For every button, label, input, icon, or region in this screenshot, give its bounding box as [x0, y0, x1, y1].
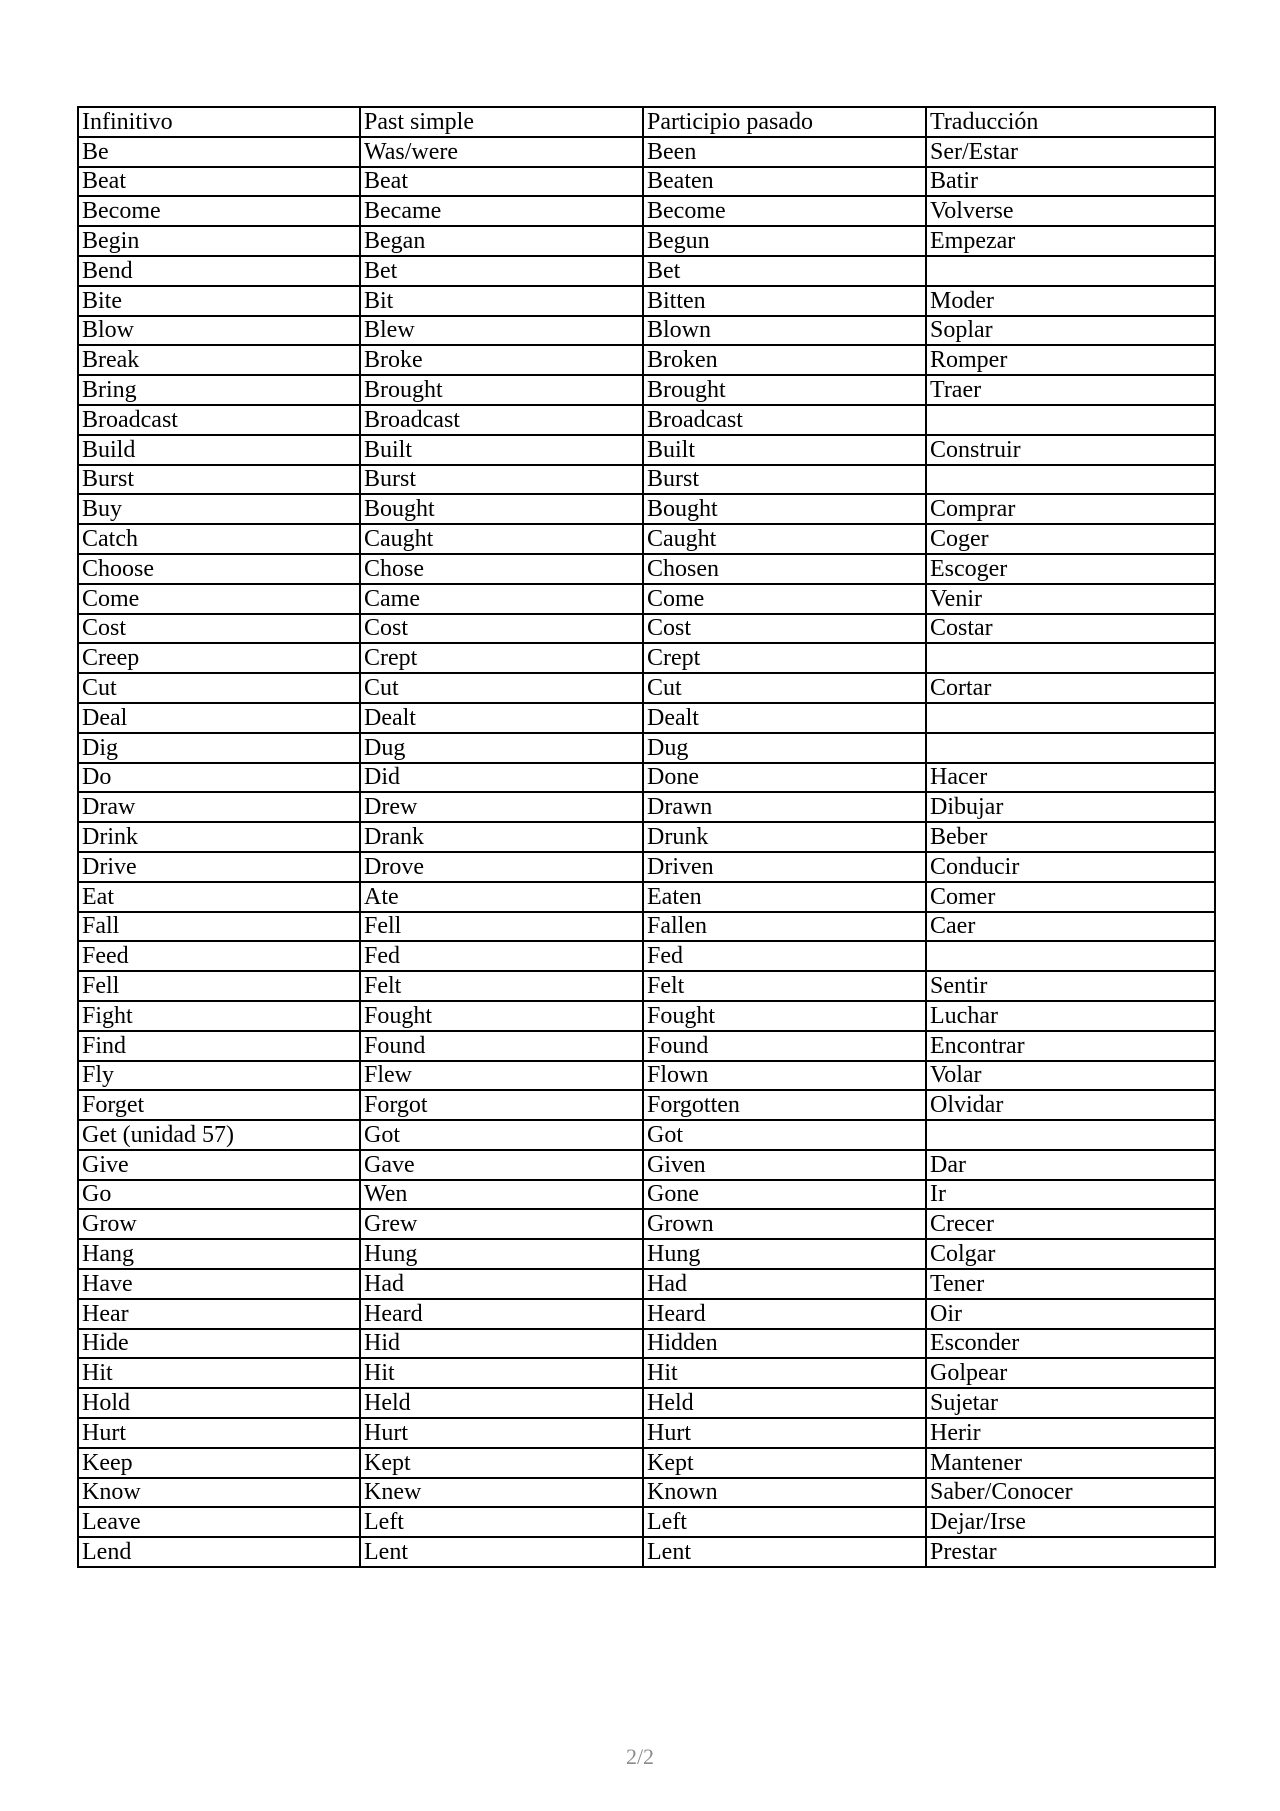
infinitivo-cell: Get (unidad 57) — [78, 1120, 360, 1150]
table-row — [78, 1061, 1215, 1091]
table-row — [78, 1507, 1215, 1537]
infinitivo-cell: Dig — [78, 733, 360, 763]
traduccion-cell: Comprar — [926, 494, 1215, 524]
infinitivo-cell: Give — [78, 1150, 360, 1180]
participio-cell: Drawn — [643, 792, 926, 822]
table-row — [78, 286, 1215, 316]
past-simple-cell: Hid — [360, 1329, 643, 1359]
past-simple-cell: Felt — [360, 971, 643, 1001]
past-simple-cell: Broke — [360, 345, 643, 375]
traduccion-cell — [926, 1120, 1215, 1150]
participio-cell: Begun — [643, 226, 926, 256]
participio-cell: Chosen — [643, 554, 926, 584]
infinitivo-cell: Creep — [78, 643, 360, 673]
traduccion-cell: Empezar — [926, 226, 1215, 256]
participio-cell: Lent — [643, 1537, 926, 1567]
participio-cell: Fed — [643, 941, 926, 971]
infinitivo-cell: Broadcast — [78, 405, 360, 435]
infinitivo-cell: Do — [78, 763, 360, 793]
past-simple-cell: Bought — [360, 494, 643, 524]
past-simple-cell: Dug — [360, 733, 643, 763]
header-row — [78, 107, 1215, 137]
table-row — [78, 941, 1215, 971]
table-row — [78, 1120, 1215, 1150]
past-simple-cell: Dealt — [360, 703, 643, 733]
participio-cell: Hidden — [643, 1329, 926, 1359]
infinitivo-cell: Cost — [78, 614, 360, 644]
verbs-table — [77, 106, 1216, 1568]
past-simple-cell: Caught — [360, 524, 643, 554]
infinitivo-cell: Lend — [78, 1537, 360, 1567]
participio-cell: Burst — [643, 465, 926, 495]
table-row — [78, 584, 1215, 614]
past-simple-cell: Drove — [360, 852, 643, 882]
infinitivo-cell: Fight — [78, 1001, 360, 1031]
traduccion-cell: Traer — [926, 375, 1215, 405]
traduccion-cell: Herir — [926, 1418, 1215, 1448]
past-simple-cell: Bit — [360, 286, 643, 316]
participio-cell: Fallen — [643, 912, 926, 942]
table-row — [78, 226, 1215, 256]
table-row — [78, 196, 1215, 226]
participio-cell: Caught — [643, 524, 926, 554]
participio-cell: Done — [643, 763, 926, 793]
header-infinitivo: Infinitivo — [78, 107, 360, 137]
past-simple-cell: Burst — [360, 465, 643, 495]
past-simple-cell: Broadcast — [360, 405, 643, 435]
past-simple-cell: Crept — [360, 643, 643, 673]
table-row — [78, 345, 1215, 375]
past-simple-cell: Ate — [360, 882, 643, 912]
infinitivo-cell: Hold — [78, 1388, 360, 1418]
traduccion-cell: Colgar — [926, 1239, 1215, 1269]
traduccion-cell: Dibujar — [926, 792, 1215, 822]
traduccion-cell: Dar — [926, 1150, 1215, 1180]
participio-cell: Grown — [643, 1209, 926, 1239]
table-row — [78, 733, 1215, 763]
table-row — [78, 971, 1215, 1001]
infinitivo-cell: Bring — [78, 375, 360, 405]
participio-cell: Eaten — [643, 882, 926, 912]
traduccion-cell: Sentir — [926, 971, 1215, 1001]
traduccion-cell: Tener — [926, 1269, 1215, 1299]
traduccion-cell: Hacer — [926, 763, 1215, 793]
infinitivo-cell: Blow — [78, 316, 360, 346]
traduccion-cell: Mantener — [926, 1448, 1215, 1478]
infinitivo-cell: Feed — [78, 941, 360, 971]
infinitivo-cell: Eat — [78, 882, 360, 912]
participio-cell: Bitten — [643, 286, 926, 316]
participio-cell: Held — [643, 1388, 926, 1418]
infinitivo-cell: Begin — [78, 226, 360, 256]
infinitivo-cell: Cut — [78, 673, 360, 703]
table-row — [78, 1180, 1215, 1210]
traduccion-cell — [926, 703, 1215, 733]
infinitivo-cell: Find — [78, 1031, 360, 1061]
infinitivo-cell: Forget — [78, 1090, 360, 1120]
infinitivo-cell: Fly — [78, 1061, 360, 1091]
past-simple-cell: Fed — [360, 941, 643, 971]
past-simple-cell: Found — [360, 1031, 643, 1061]
infinitivo-cell: Drive — [78, 852, 360, 882]
traduccion-cell: Volverse — [926, 196, 1215, 226]
infinitivo-cell: Fell — [78, 971, 360, 1001]
traduccion-cell: Olvidar — [926, 1090, 1215, 1120]
infinitivo-cell: Drink — [78, 822, 360, 852]
infinitivo-cell: Leave — [78, 1507, 360, 1537]
participio-cell: Crept — [643, 643, 926, 673]
table-row — [78, 1448, 1215, 1478]
participio-cell: Given — [643, 1150, 926, 1180]
past-simple-cell: Beat — [360, 167, 643, 197]
traduccion-cell: Encontrar — [926, 1031, 1215, 1061]
traduccion-cell: Ir — [926, 1180, 1215, 1210]
infinitivo-cell: Hit — [78, 1358, 360, 1388]
participio-cell: Dealt — [643, 703, 926, 733]
table-row — [78, 1418, 1215, 1448]
past-simple-cell: Did — [360, 763, 643, 793]
infinitivo-cell: Have — [78, 1269, 360, 1299]
traduccion-cell: Soplar — [926, 316, 1215, 346]
traduccion-cell: Oir — [926, 1299, 1215, 1329]
participio-cell: Felt — [643, 971, 926, 1001]
traduccion-cell: Conducir — [926, 852, 1215, 882]
traduccion-cell: Romper — [926, 345, 1215, 375]
table-row — [78, 316, 1215, 346]
traduccion-cell: Prestar — [926, 1537, 1215, 1567]
table-row — [78, 1358, 1215, 1388]
past-simple-cell: Chose — [360, 554, 643, 584]
participio-cell: Dug — [643, 733, 926, 763]
traduccion-cell — [926, 733, 1215, 763]
participio-cell: Forgotten — [643, 1090, 926, 1120]
infinitivo-cell: Know — [78, 1478, 360, 1508]
participio-cell: Flown — [643, 1061, 926, 1091]
past-simple-cell: Left — [360, 1507, 643, 1537]
traduccion-cell: Esconder — [926, 1329, 1215, 1359]
past-simple-cell: Forgot — [360, 1090, 643, 1120]
infinitivo-cell: Be — [78, 137, 360, 167]
past-simple-cell: Wen — [360, 1180, 643, 1210]
traduccion-cell: Venir — [926, 584, 1215, 614]
table-row — [78, 1150, 1215, 1180]
infinitivo-cell: Deal — [78, 703, 360, 733]
participio-cell: Hurt — [643, 1418, 926, 1448]
participio-cell: Come — [643, 584, 926, 614]
table-row — [78, 167, 1215, 197]
infinitivo-cell: Grow — [78, 1209, 360, 1239]
table-row — [78, 435, 1215, 465]
past-simple-cell: Blew — [360, 316, 643, 346]
table-row — [78, 703, 1215, 733]
participio-cell: Kept — [643, 1448, 926, 1478]
table-row — [78, 1031, 1215, 1061]
table-row — [78, 1478, 1215, 1508]
past-simple-cell: Fought — [360, 1001, 643, 1031]
infinitivo-cell: Hear — [78, 1299, 360, 1329]
traduccion-cell — [926, 256, 1215, 286]
table-row — [78, 494, 1215, 524]
traduccion-cell: Dejar/Irse — [926, 1507, 1215, 1537]
participio-cell: Cut — [643, 673, 926, 703]
traduccion-cell: Batir — [926, 167, 1215, 197]
participio-cell: Had — [643, 1269, 926, 1299]
past-simple-cell: Drew — [360, 792, 643, 822]
infinitivo-cell: Hurt — [78, 1418, 360, 1448]
participio-cell: Known — [643, 1478, 926, 1508]
participio-cell: Got — [643, 1120, 926, 1150]
infinitivo-cell: Fall — [78, 912, 360, 942]
traduccion-cell: Ser/Estar — [926, 137, 1215, 167]
past-simple-cell: Knew — [360, 1478, 643, 1508]
past-simple-cell: Brought — [360, 375, 643, 405]
past-simple-cell: Had — [360, 1269, 643, 1299]
traduccion-cell: Moder — [926, 286, 1215, 316]
traduccion-cell — [926, 405, 1215, 435]
participio-cell: Broadcast — [643, 405, 926, 435]
past-simple-cell: Hit — [360, 1358, 643, 1388]
participio-cell: Brought — [643, 375, 926, 405]
traduccion-cell: Crecer — [926, 1209, 1215, 1239]
participio-cell: Left — [643, 1507, 926, 1537]
past-simple-cell: Hurt — [360, 1418, 643, 1448]
table-row — [78, 137, 1215, 167]
infinitivo-cell: Come — [78, 584, 360, 614]
past-simple-cell: Built — [360, 435, 643, 465]
participio-cell: Found — [643, 1031, 926, 1061]
infinitivo-cell: Draw — [78, 792, 360, 822]
table-body — [78, 137, 1215, 1567]
traduccion-cell: Luchar — [926, 1001, 1215, 1031]
table-row — [78, 1239, 1215, 1269]
table-row — [78, 673, 1215, 703]
past-simple-cell: Drank — [360, 822, 643, 852]
traduccion-cell — [926, 643, 1215, 673]
infinitivo-cell: Build — [78, 435, 360, 465]
table-row — [78, 852, 1215, 882]
past-simple-cell: Gave — [360, 1150, 643, 1180]
table-row — [78, 1269, 1215, 1299]
past-simple-cell: Bet — [360, 256, 643, 286]
traduccion-cell: Volar — [926, 1061, 1215, 1091]
traduccion-cell: Costar — [926, 614, 1215, 644]
traduccion-cell: Coger — [926, 524, 1215, 554]
past-simple-cell: Grew — [360, 1209, 643, 1239]
traduccion-cell: Comer — [926, 882, 1215, 912]
participio-cell: Heard — [643, 1299, 926, 1329]
participio-cell: Driven — [643, 852, 926, 882]
table-row — [78, 524, 1215, 554]
infinitivo-cell: Go — [78, 1180, 360, 1210]
past-simple-cell: Fell — [360, 912, 643, 942]
table-row — [78, 822, 1215, 852]
past-simple-cell: Hung — [360, 1239, 643, 1269]
infinitivo-cell: Keep — [78, 1448, 360, 1478]
table-row — [78, 882, 1215, 912]
traduccion-cell: Escoger — [926, 554, 1215, 584]
past-simple-cell: Cost — [360, 614, 643, 644]
page-number: 2/2 — [625, 1744, 655, 1769]
table-row — [78, 405, 1215, 435]
participio-cell: Become — [643, 196, 926, 226]
past-simple-cell: Flew — [360, 1061, 643, 1091]
participio-cell: Hit — [643, 1358, 926, 1388]
traduccion-cell — [926, 941, 1215, 971]
past-simple-cell: Got — [360, 1120, 643, 1150]
past-simple-cell: Heard — [360, 1299, 643, 1329]
table-header — [78, 107, 1215, 137]
participio-cell: Drunk — [643, 822, 926, 852]
table-row — [78, 256, 1215, 286]
infinitivo-cell: Catch — [78, 524, 360, 554]
infinitivo-cell: Hang — [78, 1239, 360, 1269]
table-row — [78, 1388, 1215, 1418]
table-row — [78, 1209, 1215, 1239]
table-row — [78, 1329, 1215, 1359]
table-row — [78, 912, 1215, 942]
header-traduccion: Traducción — [926, 107, 1215, 137]
infinitivo-cell: Bend — [78, 256, 360, 286]
infinitivo-cell: Become — [78, 196, 360, 226]
participio-cell: Bet — [643, 256, 926, 286]
traduccion-cell: Caer — [926, 912, 1215, 942]
participio-cell: Gone — [643, 1180, 926, 1210]
table-row — [78, 554, 1215, 584]
traduccion-cell: Sujetar — [926, 1388, 1215, 1418]
infinitivo-cell: Burst — [78, 465, 360, 495]
participio-cell: Built — [643, 435, 926, 465]
past-simple-cell: Held — [360, 1388, 643, 1418]
participio-cell: Cost — [643, 614, 926, 644]
past-simple-cell: Cut — [360, 673, 643, 703]
table-row — [78, 1299, 1215, 1329]
traduccion-cell: Construir — [926, 435, 1215, 465]
table-row — [78, 1090, 1215, 1120]
participio-cell: Beaten — [643, 167, 926, 197]
traduccion-cell — [926, 465, 1215, 495]
past-simple-cell: Came — [360, 584, 643, 614]
past-simple-cell: Kept — [360, 1448, 643, 1478]
traduccion-cell: Saber/Conocer — [926, 1478, 1215, 1508]
table-row — [78, 643, 1215, 673]
participio-cell: Been — [643, 137, 926, 167]
table-row — [78, 1001, 1215, 1031]
header-participio-pasado: Participio pasado — [643, 107, 926, 137]
past-simple-cell: Began — [360, 226, 643, 256]
infinitivo-cell: Beat — [78, 167, 360, 197]
table-row — [78, 375, 1215, 405]
table-row — [78, 465, 1215, 495]
participio-cell: Blown — [643, 316, 926, 346]
infinitivo-cell: Buy — [78, 494, 360, 524]
participio-cell: Fought — [643, 1001, 926, 1031]
traduccion-cell: Beber — [926, 822, 1215, 852]
table-row — [78, 614, 1215, 644]
traduccion-cell: Golpear — [926, 1358, 1215, 1388]
past-simple-cell: Became — [360, 196, 643, 226]
header-past-simple: Past simple — [360, 107, 643, 137]
infinitivo-cell: Bite — [78, 286, 360, 316]
participio-cell: Broken — [643, 345, 926, 375]
participio-cell: Hung — [643, 1239, 926, 1269]
infinitivo-cell: Choose — [78, 554, 360, 584]
past-simple-cell: Lent — [360, 1537, 643, 1567]
table-row — [78, 792, 1215, 822]
table-row — [78, 1537, 1215, 1567]
infinitivo-cell: Hide — [78, 1329, 360, 1359]
past-simple-cell: Was/were — [360, 137, 643, 167]
participio-cell: Bought — [643, 494, 926, 524]
infinitivo-cell: Break — [78, 345, 360, 375]
table-row — [78, 763, 1215, 793]
traduccion-cell: Cortar — [926, 673, 1215, 703]
